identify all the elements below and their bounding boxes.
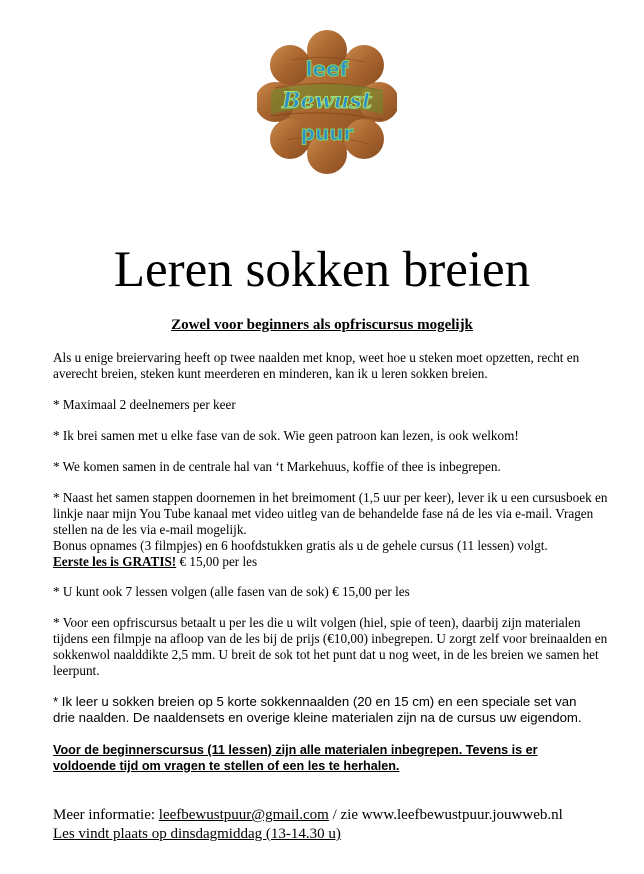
bullet-max-participants: * Maximaal 2 deelnemers per keer	[53, 397, 236, 412]
bonus-line: Bonus opnames (3 filmpjes) en 6 hoofdstukken gratis als u de gehele cursus (11 lessen) volgt.	[53, 538, 548, 553]
logo-word-bottom: puur	[300, 121, 354, 145]
contact-line	[53, 806, 623, 825]
contact-label: Meer informatie:	[53, 807, 159, 823]
logo-word-middle: Bewust	[281, 88, 373, 114]
logo-graphic	[257, 28, 397, 176]
page-title: Leren sokken breien	[113, 242, 531, 298]
free-lesson-price: € 15,00 per les	[176, 554, 258, 569]
free-lesson-label: Eerste les is GRATIS!	[53, 554, 177, 569]
final-note: Voor de beginnerscursus (11 lessen) zijn alle materialen inbegrepen. Tevens is er voldoende tijd om vragen te stellen of een les te herhalen.	[53, 743, 538, 773]
email-link[interactable]: leefbewustpuur@gmail.com	[158, 807, 329, 823]
bullet-approach: * Naast het samen stappen doornemen in het breimoment (1,5 uur per keer), lever ik u een cursusboek en linkje naar mijn You Tube kanaal met video uitleg van de behandelde fase ná de les via e-mail. Vragen stellen na de les via e-mail mogelijk.	[53, 490, 608, 537]
free-lesson-line	[53, 554, 613, 570]
logo	[257, 28, 397, 176]
subtitle: Zowel voor beginners als opfriscursus mogelijk	[171, 317, 473, 333]
bullet-phases: * Ik brei samen met u elke fase van de sok. Wie geen patroon kan lezen, is ook welkom!	[53, 428, 519, 443]
logo-word-top: leef	[305, 57, 349, 81]
intro-paragraph: Als u enige breiervaring heeft op twee naalden met knop, weet hoe u steken moet opzetten, recht en averecht breien, steken kunt meerderen en minderen, kan ik u leren sokken breien.	[53, 350, 580, 381]
lesson-time: Les vindt plaats op dinsdagmiddag (13-14.30 u)	[53, 826, 341, 842]
bullet-seven-lessons: * U kunt ook 7 lessen volgen (alle fasen van de sok) € 15,00 per les	[53, 584, 410, 599]
bullet-location: * We komen samen in de centrale hal van ‘t Markehuus, koffie of thee is inbegrepen.	[53, 459, 501, 474]
bullet-refresher: * Voor een opfriscursus betaalt u per les die u wilt volgen (hiel, spie of teen), daarbij zijn materialen tijdens een filmpje na afloop van de les bij de prijs (€10,00) inbegrepen. U zorgt zelf voor breinaalden en sokkenwol naalddikte 2,5 mm. U breit de sok tot het punt dat u nog weet, in de les breien we samen het leerpunt.	[53, 615, 608, 678]
website-text: / zie www.leefbewustpuur.jouwweb.nl	[328, 807, 563, 823]
bullet-needles: * Ik leer u sokken breien op 5 korte sokkennaalden (20 en 15 cm) en een speciale set van drie naalden. De naaldensets en overige kleine materialen zijn na de cursus uw eigendom.	[53, 694, 582, 725]
